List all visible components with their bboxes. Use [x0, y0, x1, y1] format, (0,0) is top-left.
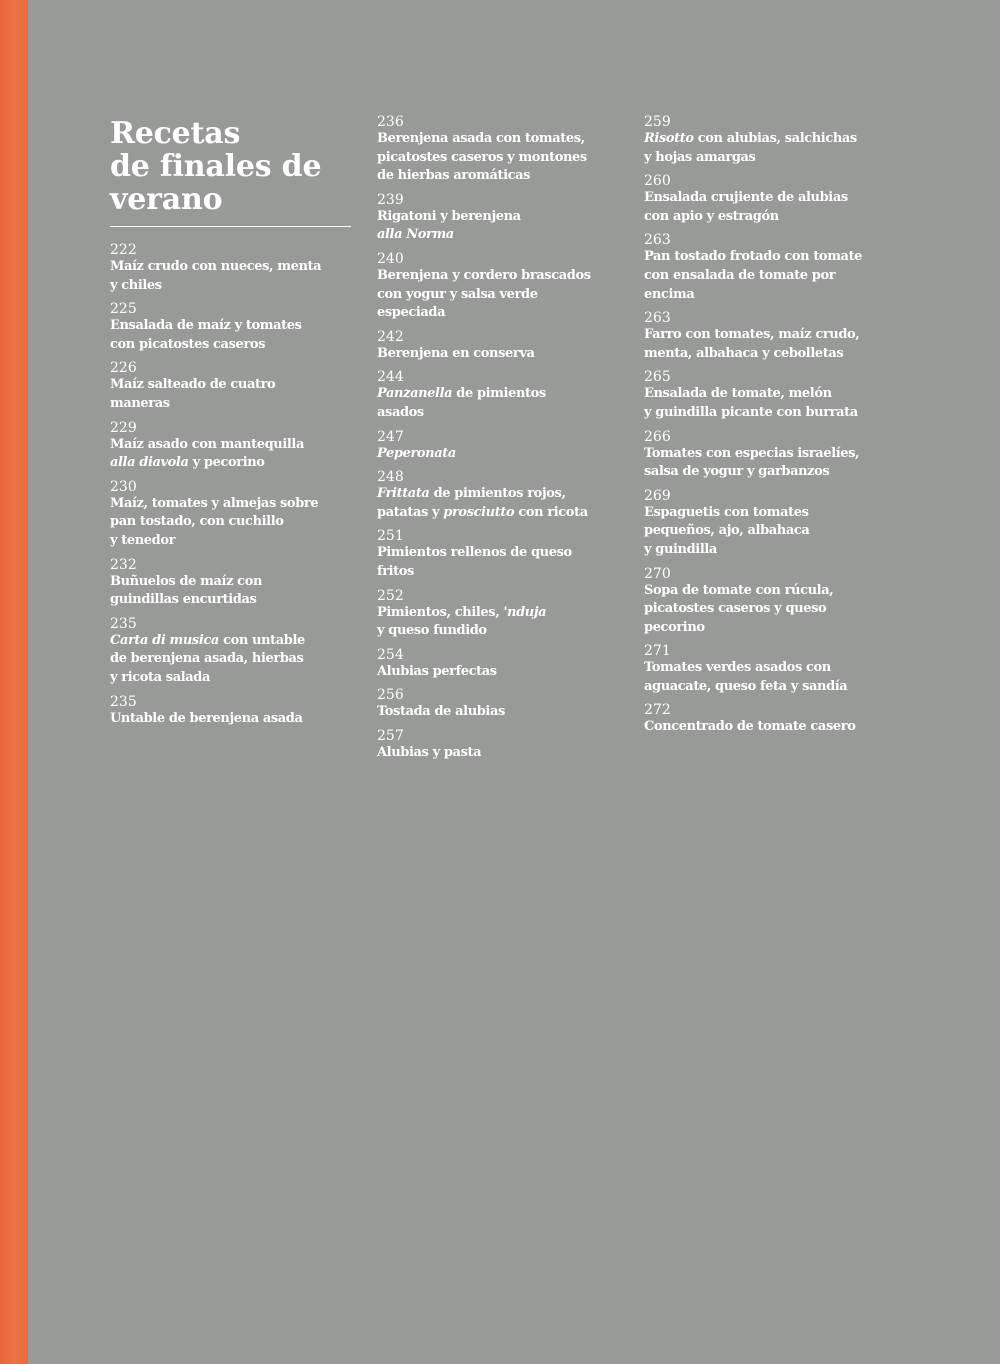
- toc-entry: [377, 470, 622, 522]
- toc-entry: [110, 617, 355, 688]
- title-line: Recetas: [110, 116, 241, 151]
- recipe-title-line: Espaguetis con tomates: [644, 504, 809, 520]
- recipe-title-line: maneras: [110, 395, 170, 411]
- recipe-title-line: especiada: [377, 305, 446, 321]
- toc-entry: [377, 729, 622, 763]
- recipe-title-line: Pimientos, chiles, 'nduja: [377, 604, 547, 620]
- title-line: verano: [110, 182, 223, 217]
- page-title: [110, 115, 355, 216]
- toc-entry: [110, 480, 355, 551]
- recipe-title: [377, 208, 622, 245]
- recipe-title: [644, 504, 894, 560]
- recipe-title: [377, 345, 622, 364]
- toc-entry: [644, 174, 894, 226]
- recipe-title-line: Frittata de pimientos rojos,: [377, 486, 566, 502]
- recipe-title: [377, 130, 622, 186]
- recipe-title-line: Berenjena y cordero brascados: [377, 267, 591, 283]
- recipe-title: [377, 663, 622, 682]
- toc-column-3: [644, 115, 894, 744]
- toc-entry: [644, 644, 894, 696]
- recipe-title-line: Pimientos rellenos de queso: [377, 545, 572, 561]
- toc-entry: [644, 311, 894, 363]
- recipe-title-line: picatostes caseros y montones: [377, 149, 587, 165]
- recipe-title: [377, 267, 622, 323]
- recipe-title-line: y guindilla picante con burrata: [644, 404, 858, 420]
- recipe-title-line: Berenjena en conserva: [377, 345, 535, 361]
- recipe-title: [377, 485, 622, 522]
- recipe-title: [110, 317, 355, 354]
- page-number: 226: [110, 360, 137, 377]
- recipe-title-line: asados: [377, 404, 424, 420]
- recipe-title: [644, 718, 894, 737]
- toc-entry: [377, 529, 622, 581]
- page-number: 236: [377, 114, 404, 130]
- page-number: 232: [110, 556, 137, 573]
- recipe-title-line: Ensalada crujiente de alubias: [644, 190, 848, 206]
- toc-entry: [377, 430, 622, 464]
- page-number: 240: [377, 250, 404, 267]
- recipe-title: [110, 376, 355, 413]
- toc-column-2: [377, 115, 622, 769]
- page-number: 239: [377, 191, 404, 208]
- page-number: 270: [644, 565, 671, 582]
- recipe-title: [377, 703, 622, 722]
- recipe-title-line: y ricota salada: [110, 669, 211, 685]
- title-divider: [110, 226, 351, 227]
- page-number: 222: [110, 242, 137, 258]
- toc-entry: [377, 648, 622, 682]
- toc-entry: [110, 558, 355, 610]
- recipe-title-line: pequeños, ajo, albahaca: [644, 523, 810, 539]
- page-number: 263: [644, 232, 671, 249]
- recipe-title: [644, 582, 894, 638]
- recipe-title-line: Buñuelos de maíz con: [110, 573, 263, 589]
- recipe-title-line: de berenjena asada, hierbas: [110, 651, 304, 667]
- recipe-title-line: Panzanella de pimientos: [377, 386, 546, 402]
- recipe-title-line: Maíz crudo con nueces, menta: [110, 259, 322, 274]
- recipe-title-line: y hojas amargas: [644, 149, 756, 165]
- recipe-title-line: picatostes caseros y queso: [644, 601, 827, 617]
- recipe-title-line: salsa de yogur y garbanzos: [644, 464, 830, 480]
- recipe-title-line: con picatostes caseros: [110, 336, 266, 352]
- recipe-title-line: Rigatoni y berenjena: [377, 208, 521, 224]
- page-number: 254: [377, 646, 404, 663]
- title-line: de finales de: [110, 149, 322, 184]
- toc-entry: [377, 193, 622, 245]
- toc-entry: [110, 302, 355, 354]
- recipe-title-line: Pan tostado frotado con tomate: [644, 249, 863, 265]
- toc-entry: [644, 567, 894, 638]
- recipe-title-line: Farro con tomates, maíz crudo,: [644, 327, 860, 343]
- recipe-title-line: Maíz asado con mantequilla: [110, 436, 304, 452]
- page-number: 242: [377, 328, 404, 345]
- toc-entry: [377, 330, 622, 364]
- page-number: 235: [110, 615, 137, 632]
- orange-spine-edge: [0, 0, 28, 1364]
- recipe-title: [110, 436, 355, 473]
- recipe-title-line: alla diavola y pecorino: [110, 455, 265, 471]
- page-number: 266: [644, 428, 671, 445]
- page-number: 251: [377, 528, 404, 545]
- page-number: 248: [377, 469, 404, 486]
- recipe-title-line: y chiles: [110, 277, 162, 293]
- toc-entry: [644, 489, 894, 560]
- recipe-title-line: Alubias perfectas: [377, 663, 497, 679]
- page-number: 256: [377, 687, 404, 704]
- recipe-title-line: Risotto con alubias, salchichas: [644, 131, 857, 146]
- recipe-title: [377, 544, 622, 581]
- recipe-title-line: de hierbas aromáticas: [377, 168, 531, 184]
- recipe-title-line: Carta di musica con untable: [110, 632, 305, 648]
- page-number: 244: [377, 369, 404, 386]
- page-number: 247: [377, 428, 404, 445]
- recipe-title-line: Berenjena asada con tomates,: [377, 131, 585, 146]
- page-number: 263: [644, 310, 671, 327]
- recipe-title: [377, 744, 622, 763]
- recipe-title: [644, 445, 894, 482]
- toc-entry: [377, 688, 622, 722]
- recipe-title-line: Maíz salteado de cuatro: [110, 377, 276, 393]
- page-number: 230: [110, 478, 137, 495]
- recipe-title-line: guindillas encurtidas: [110, 592, 257, 608]
- page-number: 235: [110, 693, 137, 710]
- recipe-title-line: con yogur y salsa verde: [377, 286, 538, 302]
- toc-entry: [644, 233, 894, 304]
- toc-entry: [110, 421, 355, 473]
- recipe-title: [377, 385, 622, 422]
- recipe-title-line: menta, albahaca y cebolletas: [644, 345, 844, 361]
- toc-entry: [644, 430, 894, 482]
- toc-entry: [377, 589, 622, 641]
- page-number: 271: [644, 643, 671, 660]
- recipe-title: [644, 189, 894, 226]
- recipe-title: [110, 573, 355, 610]
- toc-entry: [377, 252, 622, 323]
- recipe-title-line: Peperonata: [377, 445, 456, 461]
- toc-entry: [110, 695, 355, 729]
- recipe-title: [644, 385, 894, 422]
- page-number: 225: [110, 301, 137, 318]
- recipe-title: [644, 326, 894, 363]
- recipe-title-line: Tomates con especias israelíes,: [644, 445, 860, 461]
- recipe-title-line: con apio y estragón: [644, 208, 779, 224]
- recipe-title: [377, 604, 622, 641]
- recipe-title-line: Alubias y pasta: [377, 744, 482, 760]
- toc-entry: [644, 370, 894, 422]
- recipe-title-line: Tostada de alubias: [377, 704, 505, 720]
- recipe-title-line: fritos: [377, 563, 414, 579]
- recipe-title-line: Sopa de tomate con rúcula,: [644, 582, 834, 598]
- recipe-title-line: Concentrado de tomate casero: [644, 719, 856, 735]
- recipe-title-line: alla Norma: [377, 227, 454, 243]
- recipe-title-line: pecorino: [644, 619, 705, 635]
- page-number: 260: [644, 173, 671, 190]
- recipe-title: [110, 632, 355, 688]
- recipe-title-line: Ensalada de tomate, melón: [644, 386, 832, 402]
- recipe-title-line: Untable de berenjena asada: [110, 710, 303, 726]
- recipe-title: [644, 248, 894, 304]
- page-number: 265: [644, 369, 671, 386]
- recipe-title: [644, 130, 894, 167]
- recipe-title-line: patatas y prosciutto con ricota: [377, 504, 588, 520]
- page-number: 229: [110, 419, 137, 436]
- toc-entry: [377, 370, 622, 422]
- recipe-title-line: y guindilla: [644, 541, 717, 557]
- page-number: 269: [644, 487, 671, 504]
- recipe-title-line: y queso fundido: [377, 623, 487, 639]
- toc-entry: [110, 243, 355, 295]
- recipe-title: [377, 445, 622, 464]
- recipe-title-line: Maíz, tomates y almejas sobre: [110, 495, 319, 511]
- recipe-title: [110, 710, 355, 729]
- recipe-title-line: con ensalada de tomate por: [644, 267, 836, 283]
- recipe-title: [110, 258, 355, 295]
- page-number: 272: [644, 702, 671, 719]
- toc-entry: [377, 115, 622, 186]
- recipe-title: [644, 659, 894, 696]
- page-number: 259: [644, 114, 671, 130]
- recipe-title-line: aguacate, queso feta y sandía: [644, 678, 848, 694]
- recipe-title: [110, 495, 355, 551]
- recipe-title-line: encima: [644, 286, 695, 302]
- recipe-title-line: y tenedor: [110, 532, 176, 548]
- recipe-title-line: Ensalada de maíz y tomates: [110, 318, 302, 334]
- toc-entry: [644, 115, 894, 167]
- page-number: 257: [377, 727, 404, 744]
- toc-entry: [110, 361, 355, 413]
- toc-entry: [644, 703, 894, 737]
- recipe-title-line: pan tostado, con cuchillo: [110, 514, 284, 530]
- page-number: 252: [377, 587, 404, 604]
- recipe-title-line: Tomates verdes asados con: [644, 660, 831, 676]
- toc-column-1: [110, 115, 355, 735]
